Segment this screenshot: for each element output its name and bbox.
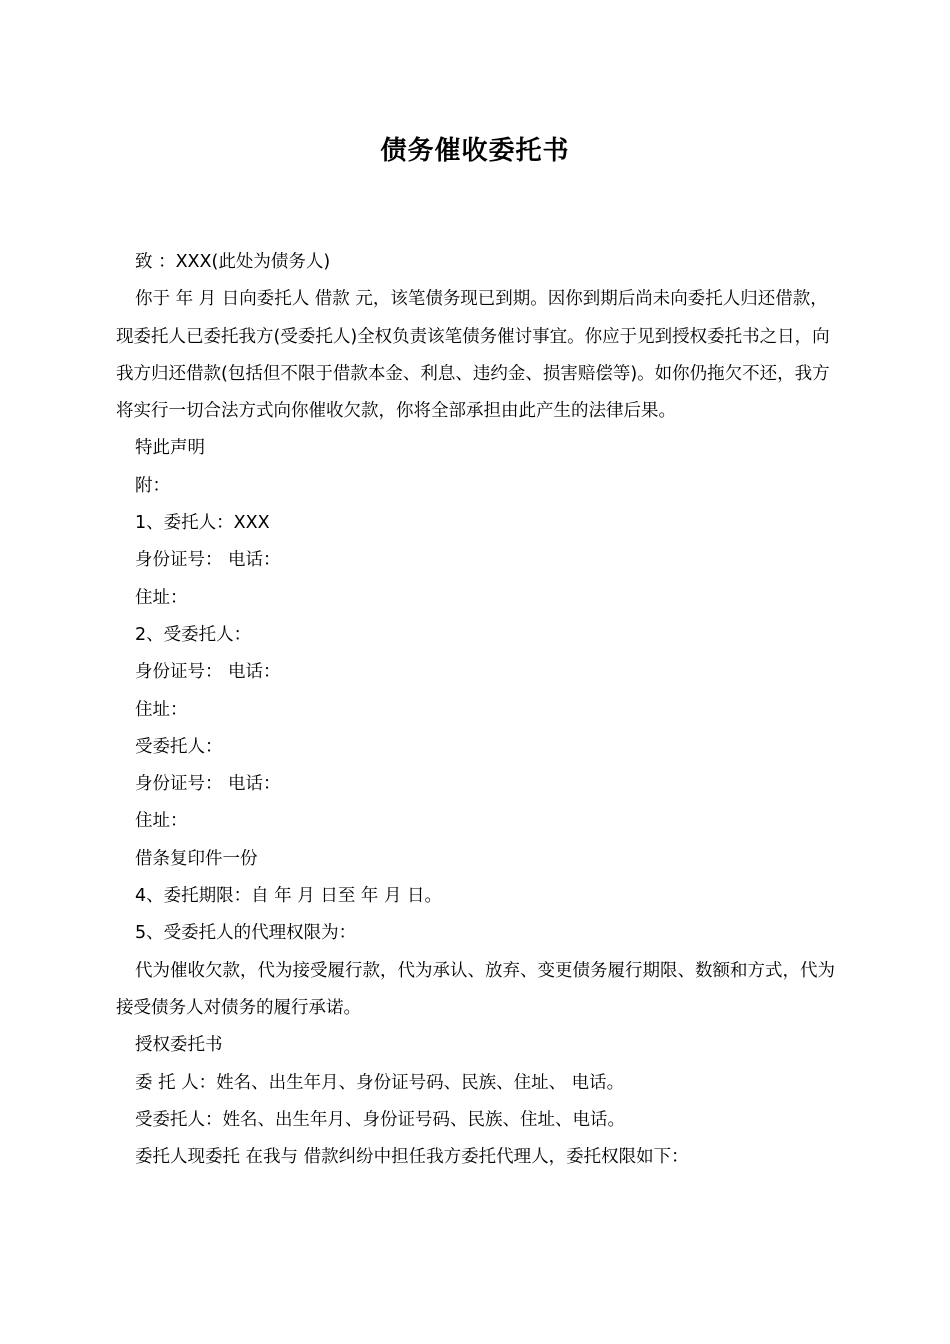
paragraph-principal-info: 委 托 人：姓名、出生年月、身份证号码、民族、住址、 电话。 xyxy=(135,1072,625,1093)
paragraph-principal-id: 身份证号： 电话： xyxy=(135,550,281,571)
paragraph-agent-address: 住址： xyxy=(135,699,188,720)
paragraph-principal-address: 住址： xyxy=(135,587,188,608)
paragraph-agent-2: 受委托人： xyxy=(135,736,223,757)
document-body xyxy=(116,244,838,1176)
paragraph-attachment-heading: 附： xyxy=(135,475,170,496)
paragraph-authority-details: 代为催收欠款，代为接受履行款，代为承认、放弃、变更债务履行期限、数额和方式，代为接受债务人对债务的履行承诺。 xyxy=(116,960,835,1018)
paragraph-agent: 2、受委托人： xyxy=(135,624,252,645)
paragraph-notice: 你于 年 月 日向委托人 借款 元，该笔债务现已到期。因你到期后尚未向委托人归还借款，现委托人已委托我方(受委托人)全权负责该笔债务催讨事宜。你应于见到授权委托书之日，向我方归还借款(包括但不限于借款本金、利息、违约金、损害赔偿等)。如你仍拖欠不还，我方将实行一切合法方式向你催收欠款，你将全部承担由此产生的法律后果。 xyxy=(116,289,830,422)
paragraph-agent-id: 身份证号： 电话： xyxy=(135,662,281,683)
paragraph-principal: 1、委托人：XXX xyxy=(135,513,270,534)
paragraph-term: 4、委托期限：自 年 月 日至 年 月 日。 xyxy=(135,886,443,907)
document-title: 债务催收委托书 xyxy=(380,136,570,166)
paragraph-authority-heading: 5、受委托人的代理权限为： xyxy=(135,923,357,944)
paragraph-power-of-attorney: 授权委托书 xyxy=(135,1035,223,1056)
paragraph-delegation: 委托人现委托 在我与 借款纠纷中担任我方委托代理人，委托权限如下： xyxy=(135,1147,689,1168)
paragraph-agent-2-id: 身份证号： 电话： xyxy=(135,774,281,795)
paragraph-agent-info: 受委托人：姓名、出生年月、身份证号码、民族、住址、电话。 xyxy=(135,1109,625,1130)
paragraph-addressee: 致 ：XXX(此处为债务人) xyxy=(135,252,331,272)
paragraph-declaration: 特此声明 xyxy=(135,438,205,459)
paragraph-agent-2-address: 住址： xyxy=(135,811,188,832)
paragraph-iou-copy: 借条复印件一份 xyxy=(135,848,258,869)
